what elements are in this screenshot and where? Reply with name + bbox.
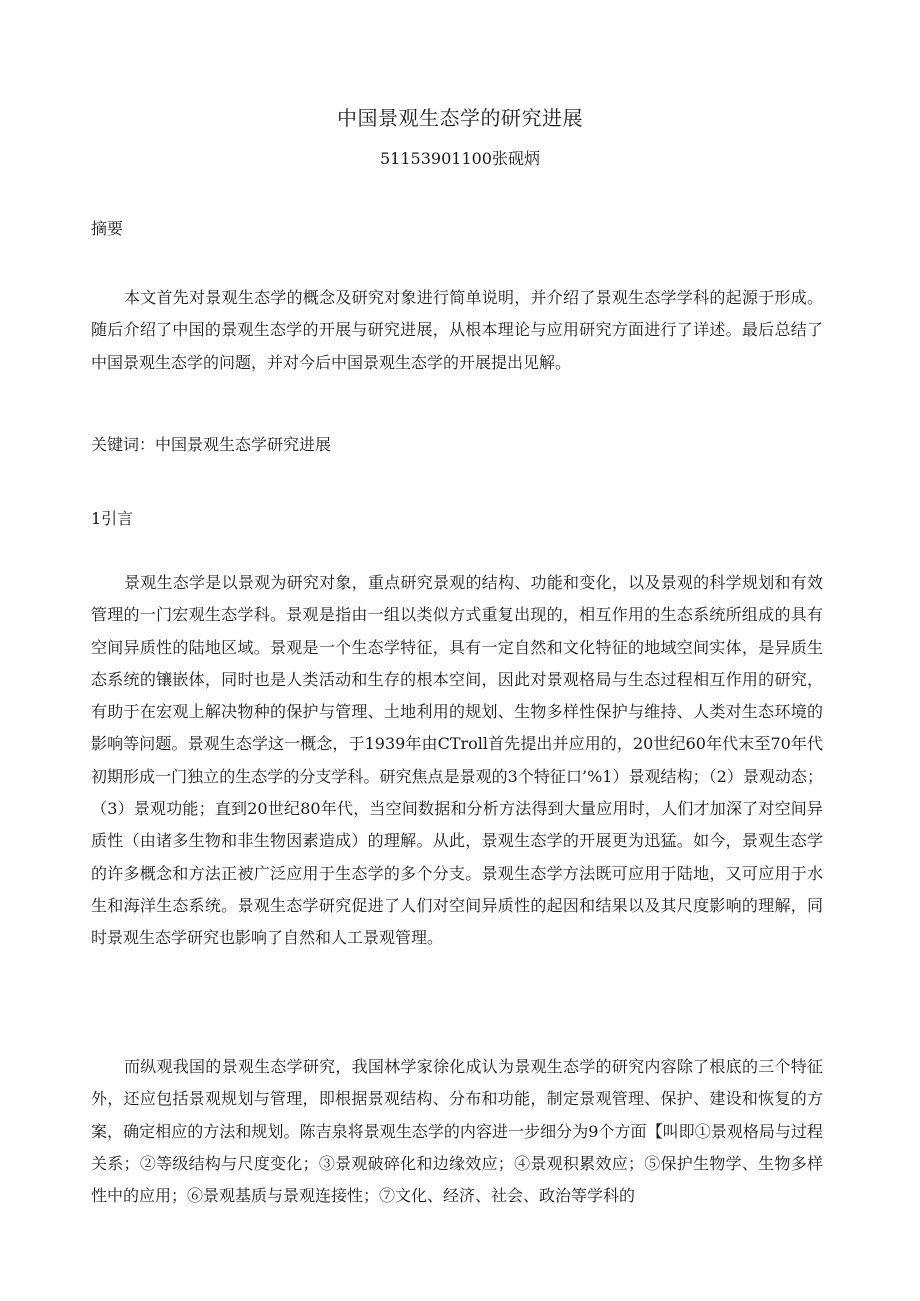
abstract-paragraph: 本文首先对景观生态学的概念及研究对象进行简单说明，并介绍了景观生态学学科的起源于形成。随后介绍了中国的景观生态学的开展与研究进展，从根本理论与应用研究方面进行了详述。最后总结了中国景观生态学的问题，并对今后中国景观生态学的开展提出见解。 — [91, 288, 823, 372]
keywords-line: 关键词：中国景观生态学研究进展 — [91, 435, 332, 454]
abstract-heading: 摘要 — [91, 219, 124, 238]
author-line: 51153901100张砚炳 — [380, 149, 540, 168]
document-title: 中国景观生态学的研究进展 — [337, 106, 583, 130]
body-paragraph: 而纵观我国的景观生态学研究，我国林学家徐化成认为景观生态学的研究内容除了根底的三个特征外，还应包括景观规划与管理，即根据景观结构、分布和功能，制定景观管理、保护、建设和恢复的方案，确定相应的方法和规划。陈吉泉将景观生态学的内容进一步细分为9个方面【叫即①景观格局与过程关系；②等级结构与尺度变化；③景观破碎化和边缘效应；④景观积累效应；⑤保护生物学、生物多样性中的应用；⑥景观基质与景观连接性；⑦文化、经济、社会、政治等学科的 — [91, 1057, 823, 1206]
section-heading-introduction: 1引言 — [91, 509, 134, 528]
body-paragraph: 景观生态学是以景观为研究对象，重点研究景观的结构、功能和变化，以及景观的科学规划和有效管理的一门宏观生态学科。景观是指由一组以类似方式重复出现的，相互作用的生态系统所组成的具有空间异质性的陆地区域。景观是一个生态学特征，具有一定自然和文化特征的地域空间实体，是异质生态系统的镶嵌体，同时也是人类活动和生存的根本空间，因此对景观格局与生态过程相互作用的研究，有助于在宏观上解决物种的保护与管理、土地利用的规划、生物多样性保护与维持、人类对生态环境的影响等问题。景观生态学这一概念，于1939年由CTroll首先提出并应用的，20世纪60年代末至70年代初期形成一门独立的生态学的分支学科。研究焦点是景观的3个特征口’%1）景观结构；（2）景观动态；（3）景观功能；直到20世纪80年代，当空间数据和分析方法得到大量应用时，人们才加深了对空间异质性（由诸多生物和非生物因素造成）的理解。从此，景观生态学的开展更为迅猛。如今，景观生态学的许多概念和方法正被广泛应用于生态学的多个分支。景观生态学方法既可应用于陆地，又可应用于水生和海洋生态系统。景观生态学研究促进了人们对空间异质性的起因和结果以及其尺度影响的理解，同时景观生态学研究也影响了自然和人工景观管理。 — [91, 573, 823, 948]
